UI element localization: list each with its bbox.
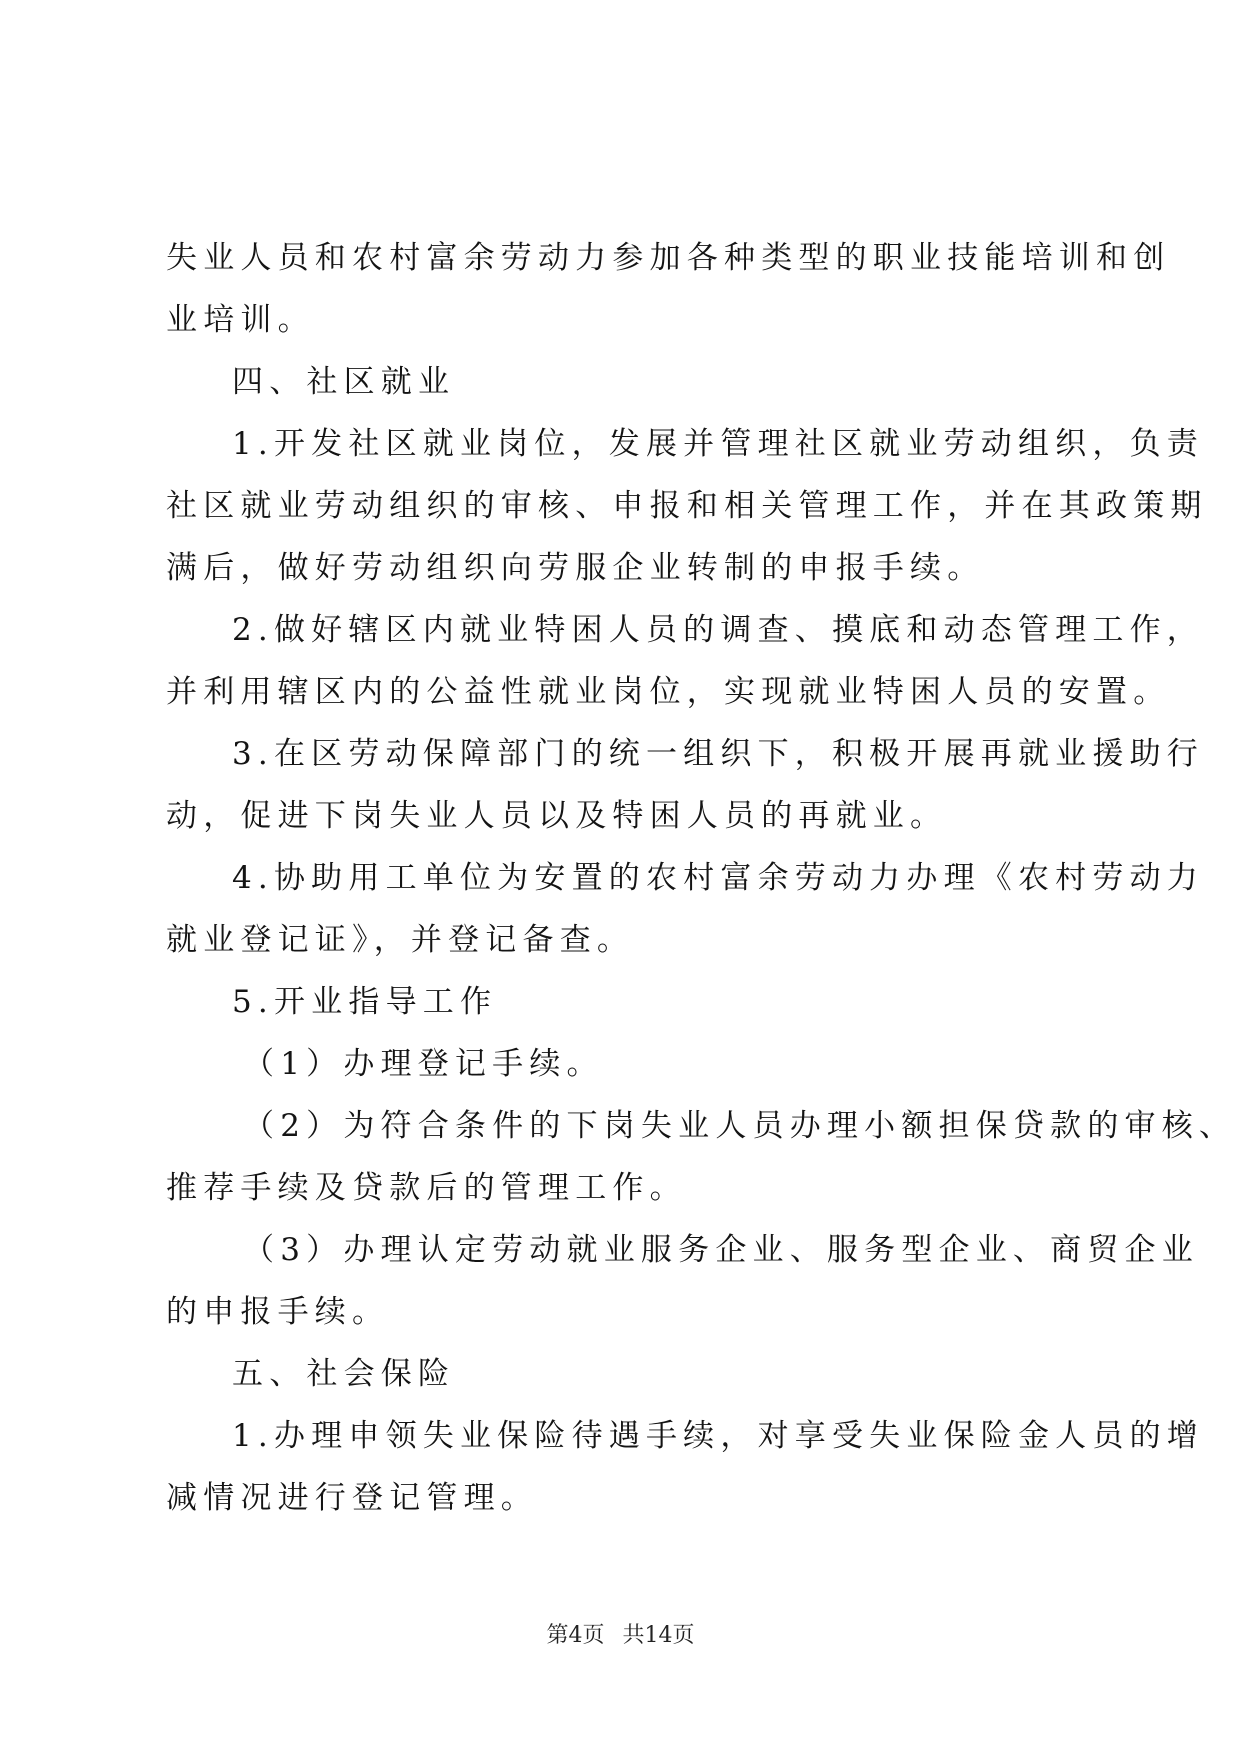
document-body — [166, 227, 1237, 1529]
body-line: 失业人员和农村富余劳动力参加各种类型的职业技能培训和创 — [166, 240, 1171, 276]
body-line: 1.开发社区就业岗位，发展并管理社区就业劳动组织，负责 — [232, 426, 1204, 462]
body-line: 满后，做好劳动组织向劳服企业转制的申报手续。 — [166, 550, 985, 586]
body-line: 2.做好辖区内就业特困人员的调查、摸底和动态管理工作， — [232, 612, 1204, 648]
body-line: 3.在区劳动保障部门的统一组织下，积极开展再就业援助行 — [232, 736, 1204, 772]
body-line: 社区就业劳动组织的审核、申报和相关管理工作，并在其政策期 — [166, 488, 1208, 524]
body-line: 4.协助用工单位为安置的农村富余劳动力办理《农村劳动力 — [232, 860, 1204, 896]
body-line: 5.开业指导工作 — [232, 984, 498, 1020]
body-line: 减情况进行登记管理。 — [166, 1480, 538, 1516]
body-line: （3）办理认定劳动就业服务企业、服务型企业、商贸企业 — [243, 1232, 1199, 1268]
body-line: 的申报手续。 — [166, 1294, 390, 1330]
body-line: 1.办理申领失业保险待遇手续，对享受失业保险金人员的增 — [232, 1418, 1204, 1454]
body-line: （2）为符合条件的下岗失业人员办理小额担保贷款的审核、 — [243, 1108, 1237, 1144]
body-line: 就业登记证》，并登记备查。 — [166, 922, 635, 958]
page-number-total: 共14页 — [622, 1623, 695, 1648]
body-line: 业培训。 — [166, 302, 315, 338]
body-line: （1）办理登记手续。 — [243, 1046, 604, 1082]
page-footer — [0, 1621, 1241, 1651]
body-line: 推荐手续及贷款后的管理工作。 — [166, 1170, 687, 1206]
body-line: 动，促进下岗失业人员以及特困人员的再就业。 — [166, 798, 948, 834]
page-number-current: 第4页 — [546, 1623, 605, 1648]
body-line: 并利用辖区内的公益性就业岗位，实现就业特困人员的安置。 — [166, 674, 1171, 710]
section-heading: 五、社会保险 — [232, 1356, 456, 1392]
section-heading: 四、社区就业 — [232, 364, 456, 400]
